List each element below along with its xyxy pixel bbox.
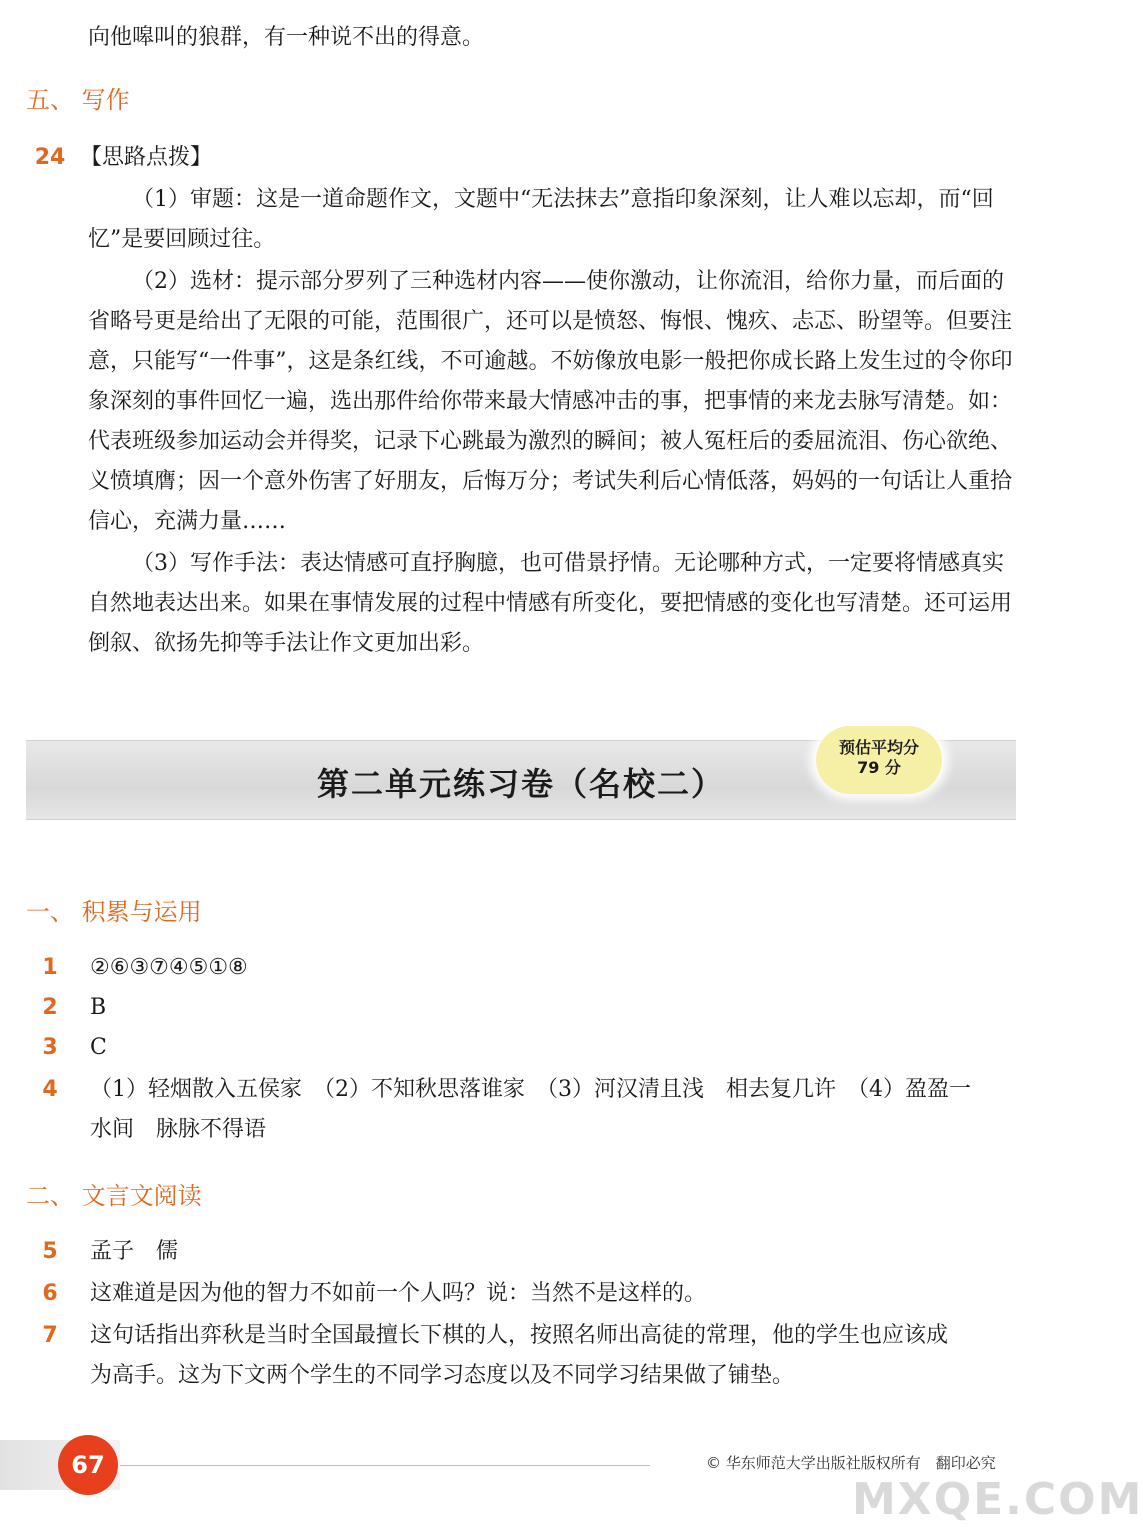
question-number-24: 24	[34, 145, 66, 170]
q24-paragraph-2: （2）选材：提示部分罗列了三种选材内容——使你激动，让你流泪，给你力量，而后面的省略号更是给出了无限的可能，范围很广，还可以是愤怒、悔恨、愧疚、忐忑、盼望等。但要注意，只能写“一件事”，这是条红线，不可逾越。不妨像放电影一般把你成长路上发生过的令你印象深刻的事件回忆一遍，选出那件给你带来最大情感冲击的事，把事情的来龙去脉写清楚。如：代表班级参加运动会并得奖，记录下心跳最为激烈的瞬间；被人冤枉后的委屈流泪、伤心欲绝、义愤填膺；因一个意外伤害了好朋友，后悔万分；考试失利后心情低落，妈妈的一句话让人重拾信心，充满力量……	[88, 269, 1013, 534]
badge-score: 79 分	[857, 758, 901, 777]
answer-7-line-1: 这句话指出弈秋是当时全国最擅长下棋的人，按照名师出高徒的常理，他的学生也应该成	[90, 1323, 949, 1348]
estimated-score-badge	[816, 726, 942, 794]
question-number-5: 5	[42, 1239, 58, 1264]
q24-paragraph-1: （1）审题：这是一道命题作文，文题中“无法抹去”意指印象深刻，让人难以忘却，而“回忆”是要回顾过往。	[88, 187, 994, 252]
answer-4-line-1: （1）轻烟散入五侯家 （2）不知秋思落谁家 （3）河汉清且浅 相去复几许 （4）盈盈一	[90, 1077, 971, 1102]
answer-3: C	[90, 1035, 107, 1060]
answer-4-line-2: 水间 脉脉不得语	[90, 1117, 267, 1142]
question-number-2: 2	[42, 995, 58, 1020]
section-heading-classical-reading: 二、 文言文阅读	[26, 1182, 202, 1210]
page-number: 67	[58, 1435, 118, 1495]
section-heading-writing: 五、 写作	[26, 86, 130, 114]
question-number-6: 6	[42, 1281, 58, 1306]
unit-title: 第二单元练习卷（名校二）	[316, 765, 725, 803]
answer-2: B	[90, 995, 107, 1020]
watermark: MXQE.COM	[852, 1474, 1143, 1525]
question-number-4: 4	[42, 1077, 58, 1102]
question-number-3: 3	[42, 1035, 58, 1060]
question-number-1: 1	[42, 955, 58, 980]
answer-1: ②⑥③⑦④⑤①⑧	[90, 955, 248, 980]
answer-7-line-2: 为高手。这为下文两个学生的不同学习态度以及不同学习结果做了铺垫。	[90, 1363, 795, 1388]
badge-label: 预估平均分	[838, 738, 919, 757]
hint-label: 【思路点拨】	[80, 145, 213, 170]
q24-paragraph-3: （3）写作手法：表达情感可直抒胸臆，也可借景抒情。无论哪种方式，一定要将情感真实自然地表达出来。如果在事情发展的过程中情感有所变化，要把情感的变化也写清楚。还可运用倒叙、欲扬先抑等手法让作文更加出彩。	[88, 551, 1013, 656]
answer-5: 孟子 儒	[90, 1239, 179, 1264]
section-heading-accumulation: 一、 积累与运用	[26, 898, 202, 926]
copyright-notice: © 华东师范大学出版社版权所有 翻印必究	[706, 1454, 996, 1472]
answer-6: 这难道是因为他的智力不如前一个人吗？说：当然不是这样的。	[90, 1281, 707, 1306]
question-number-7: 7	[42, 1323, 58, 1348]
continued-text-line: 向他嗥叫的狼群，有一种说不出的得意。	[88, 25, 485, 50]
footer-divider	[120, 1465, 650, 1466]
